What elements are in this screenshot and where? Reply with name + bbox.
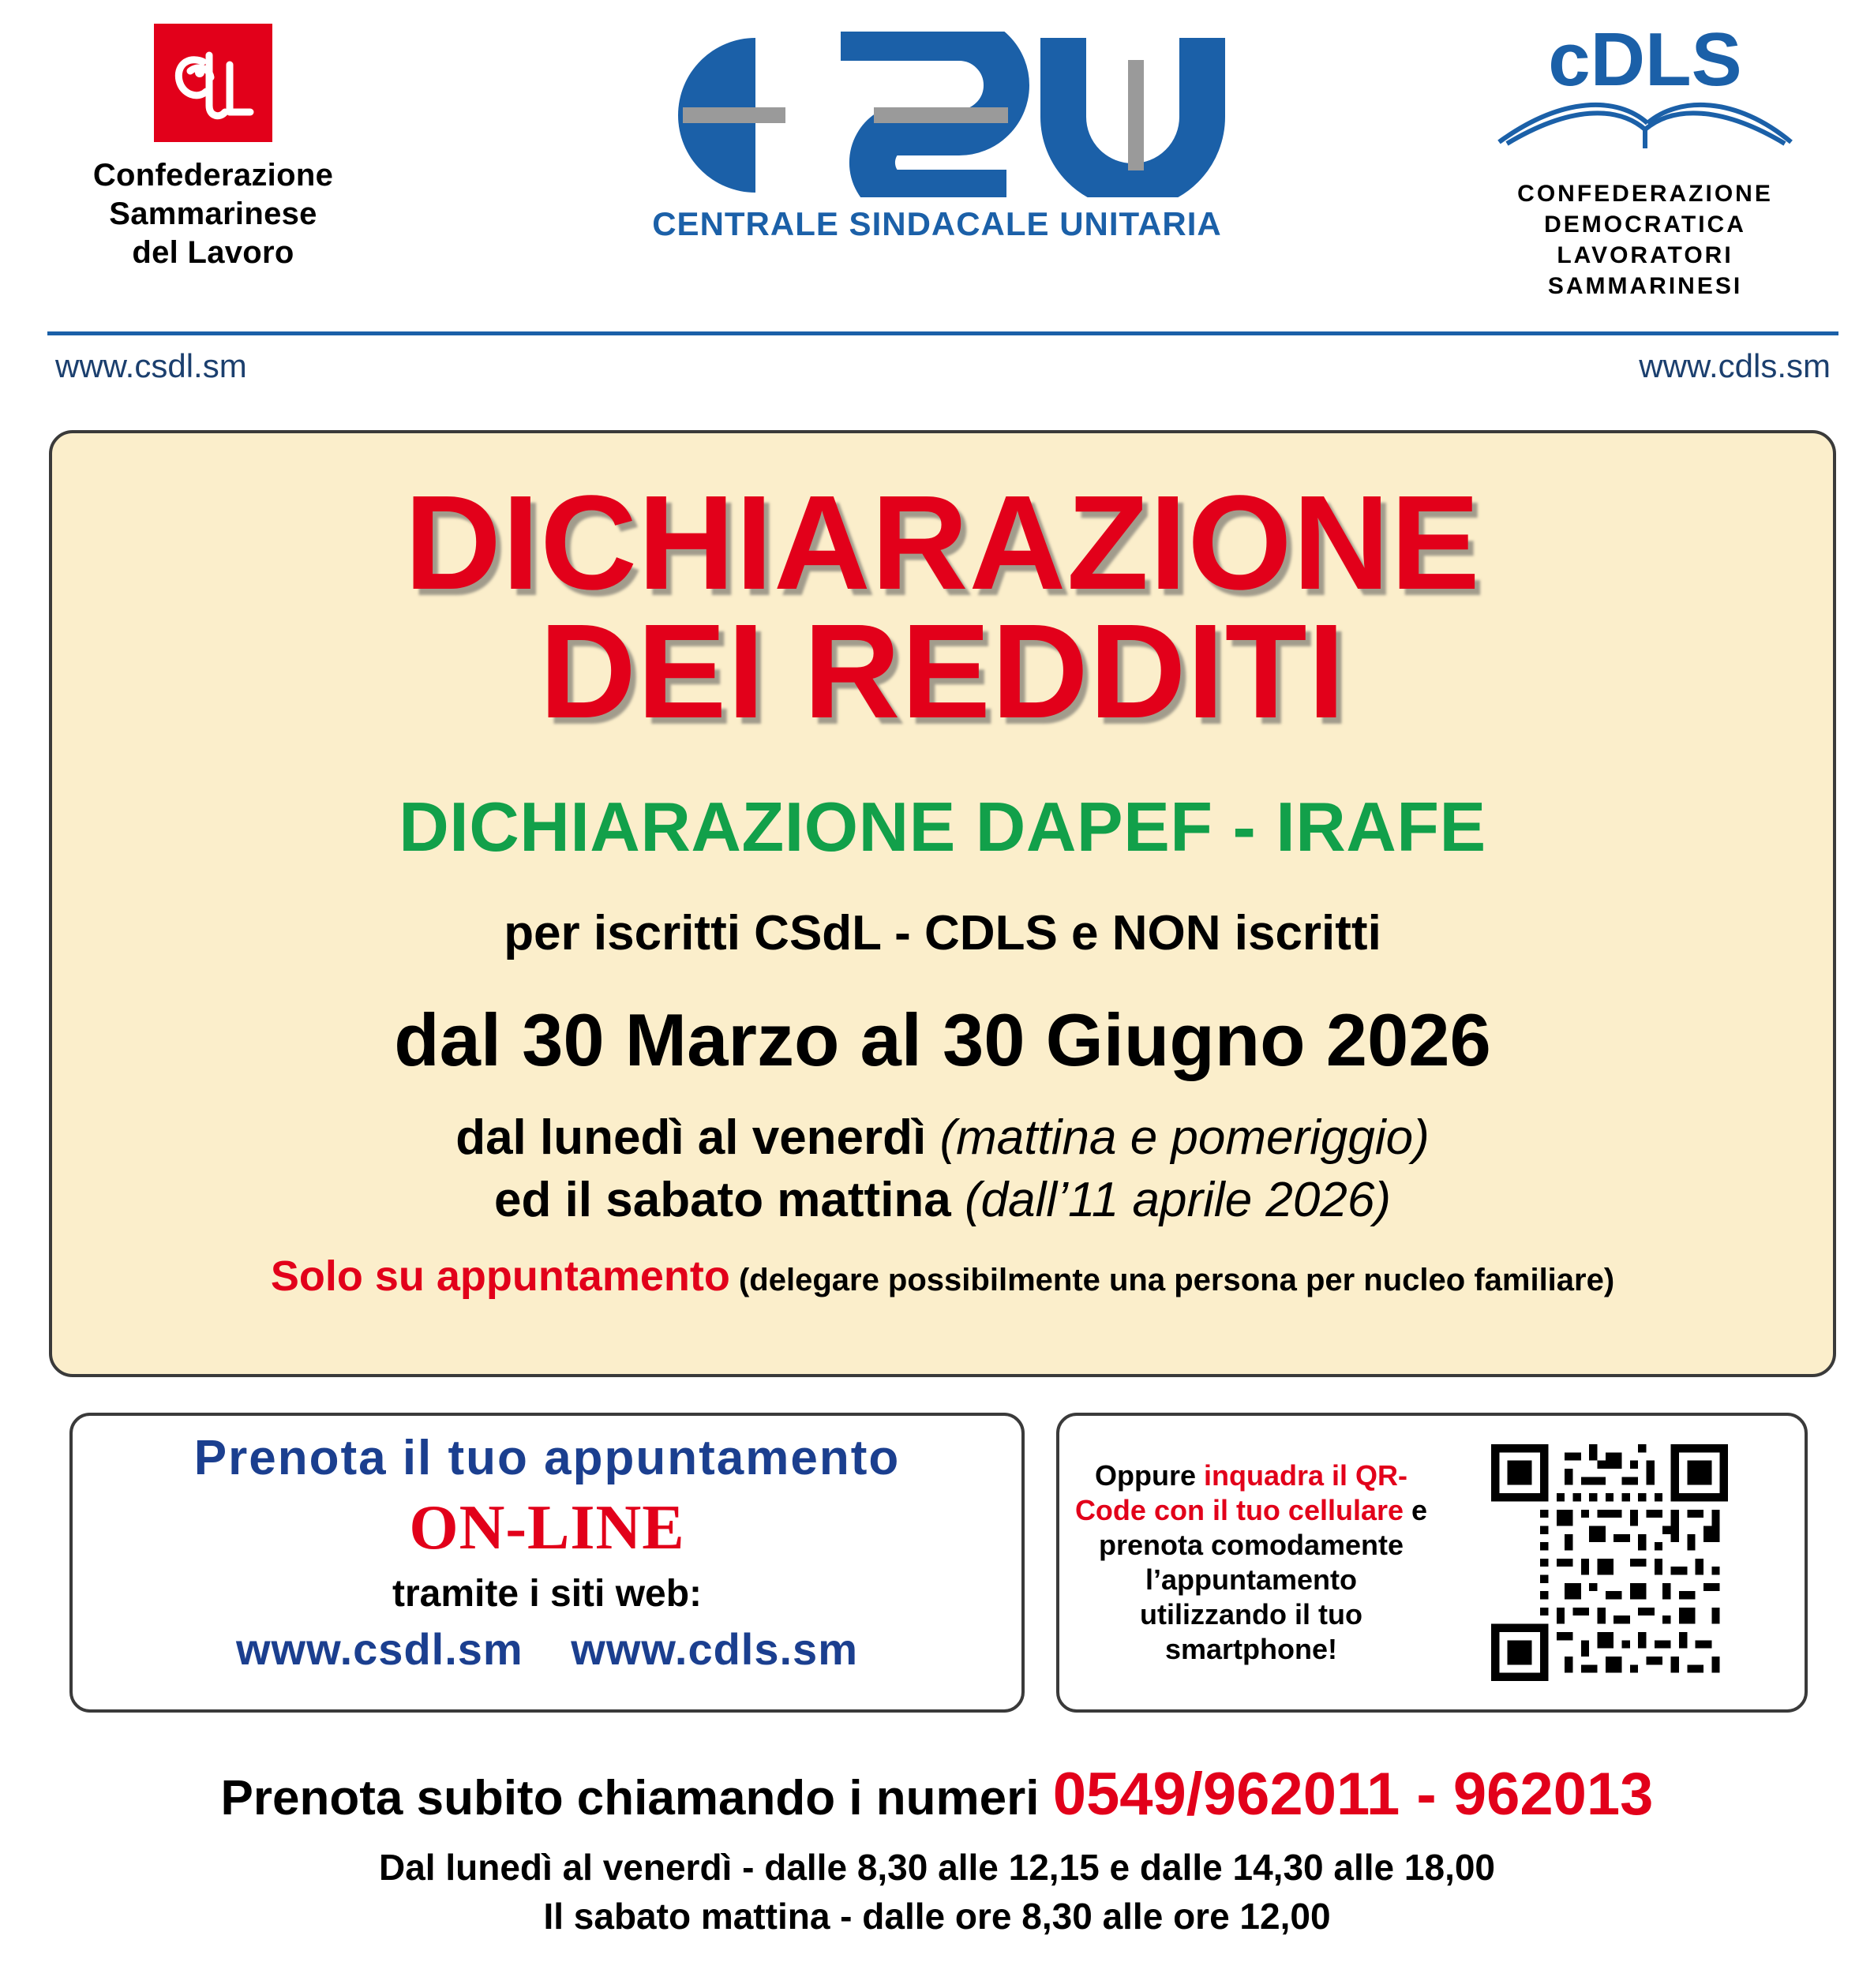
footer-hours-weekday: Dal lunedì al venerdì - dalle 8,30 alle 12,15 e dalle 14,30 alle 18,00 xyxy=(378,1847,1496,1888)
footer-hours-saturday: Il sabato mattina - dalle ore 8,30 alle ore 12,00 xyxy=(543,1896,1331,1937)
csdl-caption xyxy=(47,156,379,271)
qr-code-icon[interactable] xyxy=(1429,1444,1790,1681)
saturday-hours-line xyxy=(76,1172,1809,1228)
csu-logo-icon xyxy=(613,32,1261,197)
phone-booking-label: Prenota subito chiamando i numeri xyxy=(220,1771,1053,1825)
cdls-logo-icon xyxy=(1456,24,1835,174)
page-footer xyxy=(0,1760,1874,1937)
online-label: ON-LINE xyxy=(409,1493,685,1563)
saturday-hours-bold: ed il sabato mattina xyxy=(493,1173,951,1228)
online-link-cdls[interactable]: www.cdls.sm xyxy=(571,1624,858,1674)
page-header xyxy=(0,0,1874,384)
appointment-note-line xyxy=(76,1252,1809,1301)
qr-instructions-highlight: inquadra il QR-Code con il tuo cellulare xyxy=(1074,1459,1408,1527)
csdl-caption-line2: Sammarinese xyxy=(109,196,317,231)
main-announcement-panel xyxy=(49,430,1836,1377)
qr-instructions-part2: e prenota comodamente l’appuntamento utilizzando il tuo smartphone! xyxy=(1098,1494,1428,1665)
cdls-caption-line4: SAMMARINESI xyxy=(1547,273,1743,299)
qr-booking-box xyxy=(1056,1413,1808,1713)
online-via-label: tramite i siti web: xyxy=(392,1573,703,1615)
audience-line: per iscritti CSdL - CDLS e NON iscritti xyxy=(504,906,1381,961)
csu-caption: CENTRALE SINDACALE UNITARIA xyxy=(652,205,1222,242)
page-title xyxy=(76,468,1809,747)
cdls-caption-line2: DEMOCRATICA xyxy=(1544,212,1746,238)
weekday-hours-line xyxy=(76,1110,1809,1166)
online-links xyxy=(73,1623,1021,1675)
cdls-caption-line1: CONFEDERAZIONE xyxy=(1517,181,1773,207)
csdl-monogram-icon xyxy=(154,24,272,142)
cdls-logo-block xyxy=(1456,24,1835,301)
csdl-caption-line1: Confederazione xyxy=(92,158,334,193)
phone-numbers[interactable]: 0549/962011 - 962013 xyxy=(1052,1761,1654,1828)
cdls-caption xyxy=(1456,178,1835,301)
page-subtitle: DICHIARAZIONE DAPEF - IRAFE xyxy=(399,788,1486,867)
header-divider xyxy=(47,331,1838,335)
weekday-hours-bold: dal lunedì al venerdì xyxy=(455,1110,927,1166)
page-title-line1: DICHIARAZIONE xyxy=(404,468,1481,618)
online-booking-heading: Prenota il tuo appuntamento xyxy=(193,1431,901,1485)
csdl-website-link[interactable]: www.csdl.sm xyxy=(55,347,247,384)
phone-booking-line xyxy=(0,1760,1874,1829)
svg-text:cDLS: cDLS xyxy=(1548,24,1742,102)
saturday-hours-italic: (dall’11 aprile 2026) xyxy=(965,1173,1391,1228)
cdls-caption-line3: LAVORATORI xyxy=(1557,242,1733,268)
online-booking-box xyxy=(69,1413,1025,1713)
qr-instructions xyxy=(1074,1458,1429,1666)
cdls-website-link[interactable]: www.cdls.sm xyxy=(1639,347,1831,384)
date-range: dal 30 Marzo al 30 Giugno 2026 xyxy=(394,998,1491,1082)
appointment-only-label: Solo su appuntamento xyxy=(270,1252,730,1301)
appointment-note-text: (delegare possibilmente una persona per nucleo familiare) xyxy=(738,1263,1615,1298)
qr-instructions-part1: Oppure xyxy=(1094,1459,1204,1492)
csdl-caption-line3: del Lavoro xyxy=(132,234,294,270)
csu-logo-block xyxy=(613,32,1261,243)
online-link-csdl[interactable]: www.csdl.sm xyxy=(236,1624,523,1674)
csdl-logo-block xyxy=(47,24,379,271)
page-title-line2: DEI REDDITI xyxy=(539,597,1346,747)
weekday-hours-italic: (mattina e pomeriggio) xyxy=(939,1110,1430,1166)
